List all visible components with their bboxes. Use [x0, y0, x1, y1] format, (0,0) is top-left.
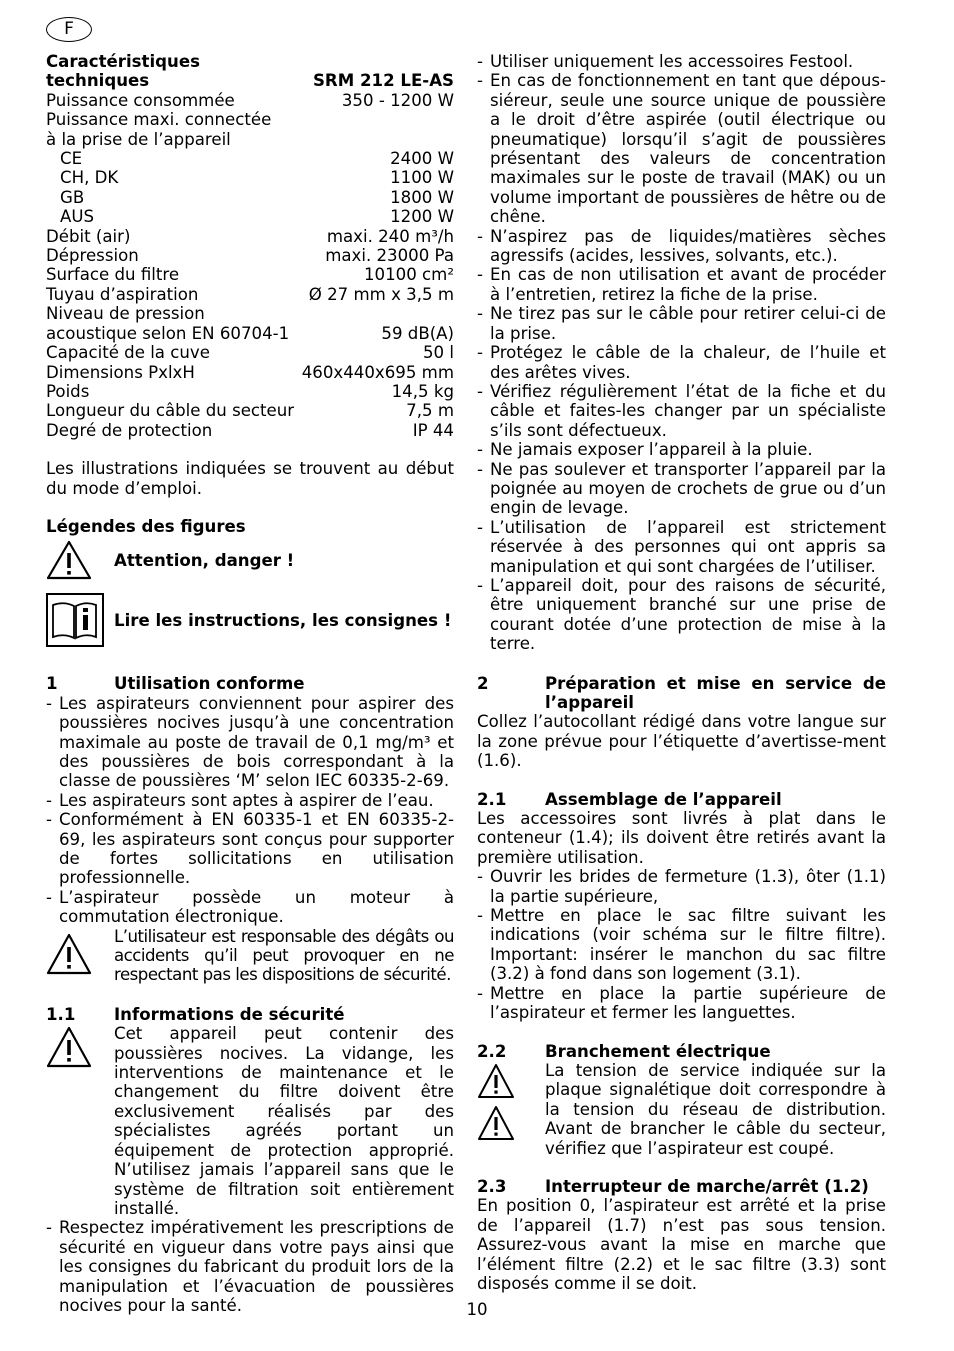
- list-item: - L’appareil doit, pour des raisons de sécurité, être uniquement branché sur une prise de courant dotée d’une protection de mise à la terre.: [477, 576, 886, 654]
- spec-row: [46, 130, 454, 149]
- list-item: - Ne tirez pas sur le câble pour retirer celui-ci de la prise.: [477, 304, 886, 343]
- safety-list: [477, 52, 886, 654]
- spec-table: [46, 91, 454, 440]
- spec-value: 7,5 m: [406, 401, 454, 421]
- list-item: - Ouvrir les brides de fermeture (1.3), ôter (1.1) la partie supérieure,: [477, 867, 886, 906]
- spec-label: Surface du filtre: [46, 265, 180, 285]
- section-2-1-heading: [477, 790, 886, 809]
- spec-label: Tuyau d’aspiration: [46, 284, 199, 304]
- spec-row: [46, 363, 454, 382]
- spec-label: AUS: [60, 207, 95, 227]
- illustrations-note: Les illustrations indiquées se trouvent au début du mode d’emploi.: [46, 459, 454, 498]
- warning-triangle-icon: [46, 540, 114, 580]
- read-instructions-icon: [46, 593, 114, 647]
- spec-value: IP 44: [412, 420, 454, 440]
- spec-label: à la prise de l’appareil: [46, 129, 231, 149]
- legend-title: Légendes des figures: [46, 516, 246, 536]
- warning-triangle-icon: [477, 1063, 515, 1099]
- section-1-1-warning-text: Cet appareil peut contenir des poussières nocives. La vidange, les interventions de maintenance et le changement du filtre doivent être exclusivement réalisés par des spécialistes agréés portant un équipement de protection approprié. N’utilisez jamais l’appareil sans que le système de filtration soit entièrement installé.: [114, 1024, 454, 1218]
- spec-value: 350 - 1200 W: [341, 90, 454, 110]
- spec-row: [46, 246, 454, 265]
- list-item: - Ne jamais exposer l’appareil à la pluie.: [477, 440, 886, 459]
- spec-label: CE: [60, 149, 83, 169]
- left-column: [46, 52, 454, 1315]
- section-2-3-title: Interrupteur de marche/arrêt (1.2): [545, 1176, 869, 1196]
- spec-value: 1100 W: [390, 168, 454, 188]
- spec-row: [46, 207, 454, 226]
- specs-title-row: [46, 71, 454, 90]
- spec-row: [46, 91, 454, 110]
- spec-label: GB: [60, 187, 85, 207]
- section-1-1-warning-block: [46, 1024, 454, 1218]
- warning-triangle-icon: [46, 927, 114, 985]
- spec-value: 2400 W: [390, 149, 454, 169]
- spec-label: Puissance maxi. connectée: [46, 110, 272, 130]
- section-2-1-list: [477, 867, 886, 1022]
- spec-label: Degré de protection: [46, 420, 213, 440]
- spec-row: [46, 304, 454, 323]
- section-2-heading: [477, 674, 886, 713]
- section-2-2-text: La tension de service indiquée sur la plaque signalétique doit correspondre à la tension du réseau de distribution. Avant de brancher le câble du secteur, vérifiez que l’aspirateur est coupé.: [545, 1060, 886, 1158]
- spec-label: Débit (air): [46, 226, 131, 246]
- section-2-2-title: Branchement électrique: [545, 1041, 771, 1061]
- spec-value: 14,5 kg: [391, 381, 454, 401]
- section-2-1-number: 2.1: [477, 789, 507, 809]
- section-1-warning-block: [46, 927, 454, 985]
- list-item: - N’aspirez pas de liquides/matières sèches agressifs (acides, lessives, solvants, etc.).: [477, 227, 886, 266]
- warning-triangle-icon: [46, 1024, 114, 1218]
- spec-value: Ø 27 mm x 3,5 m: [308, 284, 454, 304]
- section-2-1-title: Assemblage de l’appareil: [545, 789, 782, 809]
- section-1-list: [46, 694, 454, 927]
- spec-row: [46, 421, 454, 440]
- spec-value: maxi. 23000 Pa: [325, 246, 454, 266]
- section-2-number: 2: [477, 673, 489, 693]
- spec-label: Niveau de pression: [46, 304, 205, 324]
- list-item: - Les aspirateurs conviennent pour aspirer des poussières nocives jusqu’à une concentration maximale au poste de travail de 0,1 mg/m³ et des poussières de bois correspondant à la classe de poussières ‘M’ selon IEC 60335-2-69.: [46, 694, 454, 791]
- spec-row: [46, 110, 454, 129]
- legend-read-row: [46, 592, 454, 648]
- section-2-2-icons: [477, 1061, 545, 1158]
- section-1-number: 1: [46, 674, 58, 694]
- right-column: [477, 52, 886, 1293]
- spec-row: [46, 324, 454, 343]
- specs-model: SRM 212 LE-AS: [312, 71, 454, 91]
- spec-value: 460x440x695 mm: [301, 362, 454, 382]
- section-2-2-heading: [477, 1042, 886, 1061]
- section-2-3-text: En position 0, l’aspirateur est arrêté et la prise de l’appareil (1.7) n’est pas sous tension. Assurez-vous avant la mise en marche que l’élément filtre (2.2) et le sac filtre (3.3) sont disposés comme il se doit.: [477, 1196, 886, 1293]
- section-2-title: Préparation et mise en service de l’appareil: [545, 673, 886, 712]
- spec-label: Puissance consommée: [46, 90, 235, 110]
- legend-warning-row: [46, 540, 454, 580]
- section-1-heading: [46, 674, 454, 693]
- specs-title-line1: Caractéristiques: [46, 52, 200, 71]
- spec-label: Capacité de la cuve: [46, 343, 210, 363]
- spec-value: 50 l: [423, 343, 454, 363]
- spec-row: [46, 227, 454, 246]
- section-1-1-title: Informations de sécurité: [114, 1004, 345, 1024]
- spec-label: Dimensions PxlxH: [46, 362, 195, 382]
- section-1-1-heading: [46, 1005, 454, 1024]
- list-item: - L’aspirateur possède un moteur à commutation électronique.: [46, 888, 454, 927]
- warning-triangle-icon: [477, 1105, 515, 1141]
- spec-value: 1200 W: [390, 207, 454, 227]
- list-item: - Utiliser uniquement les accessoires Festool.: [477, 52, 886, 71]
- list-item: - Vérifiez régulièrement l’état de la fiche et du câble et faites-les changer par un spécialiste s’ils sont défectueux.: [477, 382, 886, 440]
- section-2-3-heading: [477, 1177, 886, 1196]
- spec-label: Dépression: [46, 246, 139, 266]
- list-item: - Mettre en place le sac filtre suivant les indications (voir schéma sur le filtre filtre). Important: insérer le manchon du sac filtre (3.2) à fond dans son logement (3.1).: [477, 906, 886, 984]
- section-1-title: Utilisation conforme: [114, 674, 305, 694]
- legend-warning-label: Attention, danger !: [114, 550, 295, 570]
- list-item: - Protégez le câble de la chaleur, de l’huile et des arêtes vives.: [477, 343, 886, 382]
- language-badge: F: [46, 17, 92, 42]
- legend-read-label: Lire les instructions, les consignes !: [114, 610, 452, 630]
- spec-row: [46, 149, 454, 168]
- list-item: - Mettre en place la partie supérieure de l’aspirateur et fermer les languettes.: [477, 984, 886, 1023]
- list-item: - Ne pas soulever et transporter l’appareil par la poignée au moyen de crochets de grue ou d’un engin de levage.: [477, 460, 886, 518]
- list-item: - Conformément à EN 60335-1 et EN 60335-2-69, les aspirateurs sont conçus pour supporter de fortes sollicitations en utilisation professionnelle.: [46, 810, 454, 888]
- spec-row: [46, 188, 454, 207]
- page-number: 10: [466, 1300, 488, 1319]
- section-2-text: Collez l’autocollant rédigé dans votre langue sur la zone prévue pour l’étiquette d’avertisse-ment (1.6).: [477, 712, 886, 771]
- spec-row: [46, 168, 454, 187]
- specs-title-line2: techniques: [46, 71, 150, 91]
- spec-value: 1800 W: [390, 187, 454, 207]
- spec-value: 10100 cm²: [363, 265, 454, 285]
- spec-row: [46, 343, 454, 362]
- section-1-warning-text: L’utilisateur est responsable des dégâts ou accidents qu’il peut provoquer en ne respectant pas les dispositions de sécurité.: [114, 926, 454, 985]
- spec-row: [46, 382, 454, 401]
- spec-value: maxi. 240 m³/h: [326, 226, 454, 246]
- spec-row: [46, 285, 454, 304]
- list-item: - L’utilisation de l’appareil est strictement réservée à des personnes qui ont appris sa manipulation et qui sont chargées de l’utiliser.: [477, 518, 886, 576]
- list-item: - Respectez impérativement les prescriptions de sécurité en vigueur dans votre pays ainsi que les consignes du fabricant du produit lors de la manipulation et l’évacuation de poussières nocives pour la santé.: [46, 1218, 454, 1315]
- spec-label: Poids: [46, 381, 90, 401]
- spec-value: 59 dB(A): [381, 323, 454, 343]
- section-2-1-text: Les accessoires sont livrés à plat dans le conteneur (1.4); ils doivent être retirés avant la première utilisation.: [477, 809, 886, 867]
- spec-row: [46, 401, 454, 420]
- spec-label: Longueur du câble du secteur: [46, 401, 295, 421]
- section-1-1-number: 1.1: [46, 1004, 76, 1024]
- section-2-2-block: [477, 1061, 886, 1158]
- list-item: - Les aspirateurs sont aptes à aspirer de l’eau.: [46, 791, 454, 810]
- spec-row: [46, 265, 454, 284]
- spec-label: acoustique selon EN 60704-1: [46, 323, 290, 343]
- spec-label: CH, DK: [60, 168, 119, 188]
- list-item: - En cas de fonctionnement en tant que dépous-siéreur, seule une source unique de poussière a le droit d’être aspirée (outil électrique ou pneumatique) lorsqu’il s’agit de poussières présentant des valeurs de concentration maximales sur le poste de travail (MAK) ou un volume important de poussières de hêtre ou de chêne.: [477, 71, 886, 226]
- list-item: - En cas de non utilisation et avant de procéder à l’entretien, retirez la fiche de la prise.: [477, 265, 886, 304]
- section-2-2-number: 2.2: [477, 1041, 507, 1061]
- section-2-3-number: 2.3: [477, 1176, 507, 1196]
